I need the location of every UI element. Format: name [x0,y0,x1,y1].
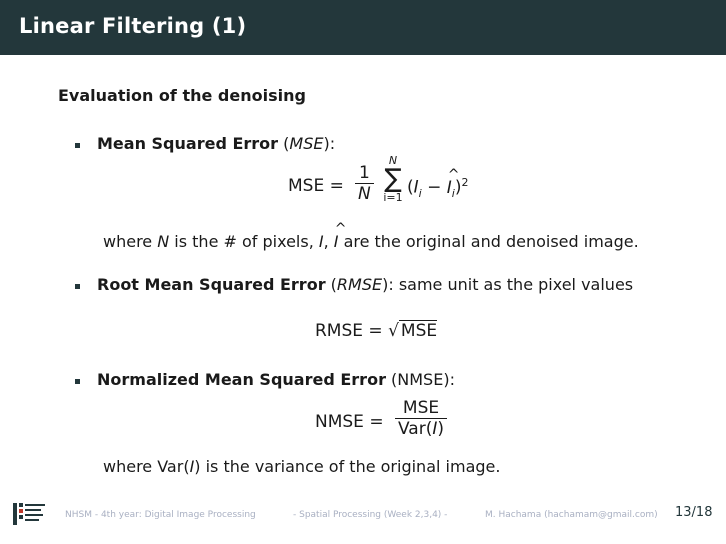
slide-footer [0,506,726,526]
footer-topic: - Spatial Processing (Week 2,3,4) - [293,510,448,520]
footer-author: M. Hachama (hachamam@gmail.com) [485,510,658,520]
section-title: Evaluation of the denoising [58,86,306,105]
mse-note: where N is the # of pixels, I, I ^ are the original and denoised image. [103,221,639,251]
mse-term: Mean Squared Error [97,134,279,153]
footer-course: NHSM - 4th year: Digital Image Processing [65,510,256,520]
slide-header [0,0,726,55]
page-number: 13/18 [675,505,713,520]
nmse-fraction: $\frac{\text{MSE}}{\text{Var(I)}}$ [395,398,447,439]
nmse-term: Normalized Mean Squared Error [97,370,386,389]
bullet-nmse [75,379,80,384]
mse-fraction: $\frac{1}{N}$ [355,163,374,204]
mse-lhs: MSE = [288,176,344,196]
item-nmse: Normalized Mean Squared Error (NMSE): [97,370,455,389]
bullet-mse [75,143,80,148]
rmse-formula: RMSE = √ MSE [315,321,438,341]
slide-title: Linear Filtering (1) [19,14,247,38]
rmse-term: Root Mean Squared Error [97,275,326,294]
nmse-note: where Var(I) is the variance of the original image. [103,457,501,476]
item-mse: Mean Squared Error (MSE): [97,134,336,153]
item-rmse: Root Mean Squared Error (RMSE): same unit as the pixel values [97,275,634,294]
mse-summand: ($I_i - I$ ^ $_i$)$^2$ [407,166,469,201]
nmse-lhs: NMSE = [315,412,384,432]
bullet-rmse [75,284,80,289]
summation: N ∑ i=1 [383,154,403,204]
